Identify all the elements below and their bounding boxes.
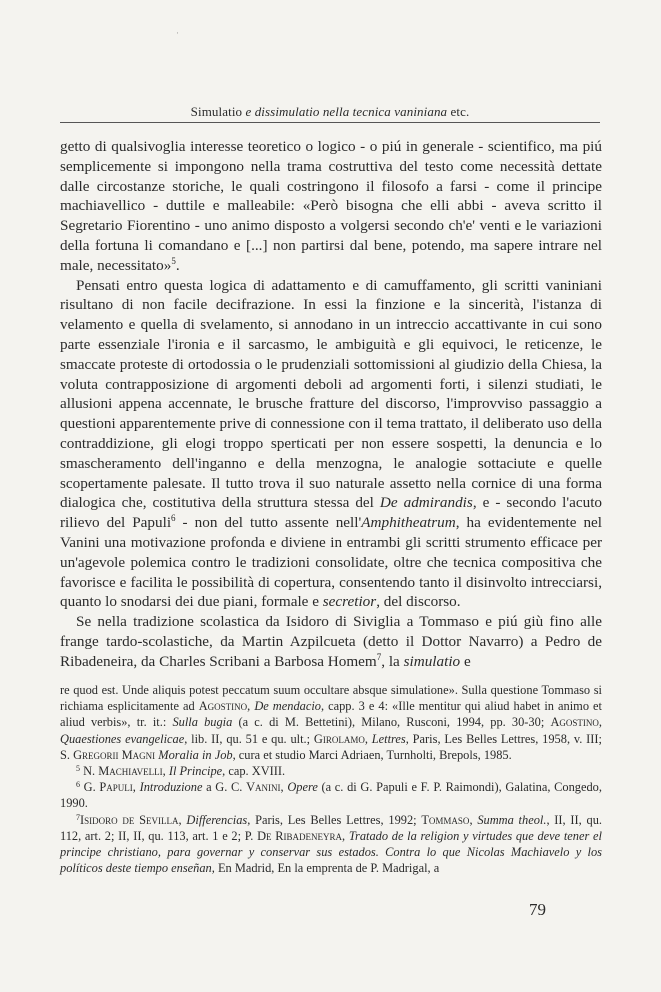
header-part-4: etc. bbox=[447, 104, 470, 119]
text-run: , Paris, Les Belles Lettres, 1958, v. III; S. bbox=[60, 731, 602, 762]
text-run: G. bbox=[80, 780, 100, 795]
text-run: , lib. II, qu. 51 e qu. ult.; bbox=[184, 731, 314, 746]
title-de-admirandis: De admirandis bbox=[379, 494, 473, 512]
text-run: , Paris, Les Belles Lettres, 1992; bbox=[247, 812, 422, 827]
footnote-number: 5 bbox=[76, 764, 80, 774]
footnote-7 bbox=[60, 812, 602, 877]
text-run: e bbox=[460, 652, 471, 670]
text-run: , bbox=[598, 715, 602, 730]
paragraph-2 bbox=[60, 276, 602, 613]
text-run: , ha evidentemente nel Vanini una motivazione profonda e diviene in entrambi gli scritti strumento efficace per un'agevole polemica contro le tradizioni consolidate, oltre che tecnica compositiva che favorisce e facilita le possibilità di copertura, consentendo tanto il disinvolto intrecciarsi, quanto lo snodarsi dei due piani, formale e bbox=[60, 514, 603, 611]
text-run: En Madrid, En la emprenta de P. Madrigal, a bbox=[214, 861, 440, 876]
header-part-3: nella tecnica vaniniana bbox=[322, 104, 448, 119]
main-text bbox=[60, 137, 602, 672]
author-name: Tommaso bbox=[421, 812, 470, 827]
work-title: Tratado de la religion y virtudes que deve tener el principe christiano, para governar y conservar sus estados. Contra lo que Nicolas Machiavelo y los políticos deste tiempo enseñan, bbox=[60, 828, 602, 876]
work-title: Introduzione bbox=[139, 780, 203, 795]
author-name: Isidoro de Sevilla bbox=[80, 812, 179, 827]
author-name: Vanini bbox=[246, 780, 281, 795]
footnote-ref-5: 5 bbox=[171, 255, 176, 266]
text-run: . bbox=[175, 256, 180, 274]
author-name: Agostino bbox=[198, 699, 248, 714]
text-run: , cura et studio Marci Adriaen, Turnholti, Brepols, 1985. bbox=[232, 747, 512, 762]
text-run: Se nella tradizione scolastica da Isidoro di Siviglia a Tommaso e piú giù fino alle frange tardo-scolastiche, da Martin Azpilcueta (detto il Dottor Navarro) a Pedro de Ribadeneira, da Charles Scribani a Barbosa Homem bbox=[60, 613, 602, 670]
author-name: Agostino bbox=[550, 715, 599, 730]
footnotes bbox=[60, 682, 602, 876]
author-name: Machiavelli bbox=[98, 764, 163, 779]
text-run: (a c. di M. Bettetini), Milano, Rusconi, 1994, pp. 30-30; bbox=[232, 715, 551, 730]
footnote-number: 6 bbox=[76, 780, 80, 790]
header-part-2: e dissimulatio bbox=[245, 104, 323, 119]
scan-mark: · bbox=[176, 28, 179, 38]
text-run: Pensati entro questa logica di adattamento e di camuffamento, gli scritti vaniniani risultano di non facile decifrazione. In essi la finzione e la sincerità, l'istanza di velamento e quella di svelamento, si annodano in un intreccio accattivante in cui sono parte essenziale l'ironia e il sarcasmo, le ambiguità e gli equivoci, le reticenze, le smaccate proteste di ortodossia o le prudenziali sottomissioni al giudizio della Chiesa, la voluta contrapposizione di argomenti deboli ad argomenti forti, i silenzi studiati, le allusioni appena accennate, le brusche fratture del discorso, l'improvviso passaggio a questioni apparentemente prive di connessione con il tema trattato, il deliberato uso della contraddizione, gli elogi troppo sperticati per non essere sospetti, la denuncia e lo smascheramento dell'inganno e della menzogna, le analogie sottaciute e quelle scopertamente palesate. Il tutto trova il suo naturale assetto nella cornice di una forma dialogica che, costitutiva della struttura stessa del bbox=[60, 276, 602, 512]
text-run: , bbox=[280, 780, 288, 795]
header-part-1: Simulatio bbox=[190, 104, 246, 119]
footnote-6 bbox=[60, 779, 602, 811]
footnote-continuation bbox=[60, 682, 602, 763]
text-run: , bbox=[178, 812, 187, 827]
author-name: Papuli bbox=[99, 780, 133, 795]
author-name: Gregorii Magni bbox=[73, 747, 156, 762]
text-run: re quod est. Unde aliquis potest peccatum suum occultare absque simulatione». Sulla questione Tommaso si richiama esplicitamente ad bbox=[60, 683, 602, 714]
author-name: De Ribadeneyra bbox=[257, 828, 342, 843]
work-title: Quaestiones evangelicae bbox=[60, 731, 185, 746]
work-title: Lettres bbox=[371, 731, 406, 746]
paragraph-1 bbox=[60, 137, 602, 276]
author-name: Girolamo bbox=[313, 731, 365, 746]
text-run: N. bbox=[80, 764, 99, 779]
text-run: , bbox=[247, 699, 255, 714]
text-run: , del discorso. bbox=[376, 593, 461, 611]
text-run: a G. C. bbox=[202, 780, 247, 795]
term-secretior: secretior bbox=[322, 593, 377, 611]
work-title: Moralia in Job bbox=[158, 747, 233, 762]
text-run: , bbox=[364, 731, 372, 746]
footnote-ref-7: 7 bbox=[376, 651, 382, 662]
text-run: , e - secondo l'acuto rilievo del Papuli bbox=[60, 494, 603, 532]
text-run: , bbox=[469, 812, 478, 827]
text-run: , bbox=[342, 828, 349, 843]
page-number: 79 bbox=[529, 900, 546, 919]
running-header bbox=[60, 104, 600, 120]
work-title: Differencias bbox=[186, 812, 248, 827]
text-run: (a c. di G. Papuli e F. P. Raimondi), Galatina, Congedo, 1990. bbox=[60, 780, 602, 811]
footnote-number: 7 bbox=[76, 812, 80, 822]
header-rule bbox=[60, 122, 600, 123]
term-simulatio: simulatio bbox=[403, 652, 461, 670]
text-run: , bbox=[132, 780, 140, 795]
text-run: - non del tutto assente nell' bbox=[175, 514, 362, 532]
footnote-5 bbox=[60, 763, 602, 779]
work-title: Il Principe bbox=[168, 764, 223, 779]
title-amphitheatrum: Amphitheatrum bbox=[361, 514, 456, 532]
text-run: getto di qualsivoglia interesse teoretico o logico - o piú in generale - scientifico, ma piú semplicemente si impongono nella trama costruttiva del testo come necessità dettate dalle circostanze storiche, le quali costringono il filosofo a farsi - come il principe machiavellico - duttile e malleabile: «Però bisogna che elli abbi - aveva scritto il Segretario Fiorentino - uno animo disposto a volgersi secondo ch'e' venti e le variazioni della fortuna li comandano e [...] non partirsi dal bene, potendo, ma sapere intrare nel male, necessitato» bbox=[60, 138, 602, 274]
text-run: , capp. 3 e 4: «Ille mentitur qui aliud habet in animo et aliud verbis», tr. it.: bbox=[60, 699, 602, 730]
paragraph-3 bbox=[60, 612, 602, 671]
text-run: , la bbox=[381, 652, 404, 670]
text-run: , II, II, qu. 112, art. 2; II, II, qu. 113, art. 1 e 2; P. bbox=[60, 812, 603, 843]
text-run: , bbox=[162, 764, 169, 779]
text-run: , cap. XVIII. bbox=[222, 764, 286, 779]
work-title: De mendacio bbox=[254, 699, 321, 714]
work-title: Sulla bugia bbox=[172, 715, 233, 730]
work-title: Opere bbox=[287, 780, 318, 795]
work-title: Summa theol. bbox=[477, 812, 547, 827]
footnote-ref-6: 6 bbox=[171, 513, 176, 524]
